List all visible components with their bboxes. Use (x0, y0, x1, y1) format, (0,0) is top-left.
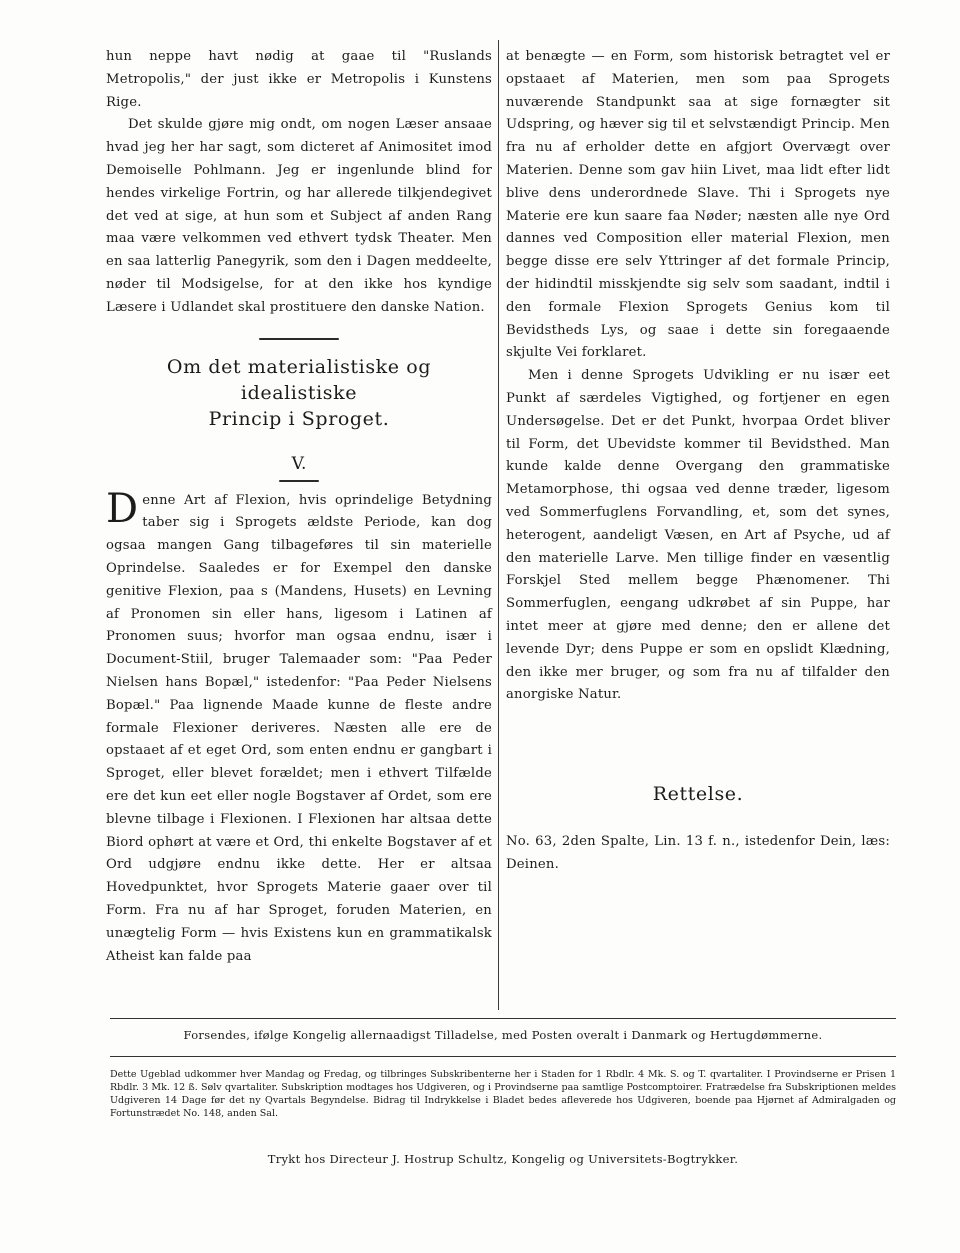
paragraph: at benægte — en Form, som historisk betragtet vel er opstaaet af Materien, men som paa Sprogets nuværende Standpunkt saa at sige fornægter sit Udspring, og hæver sig til et selvstændigt Princip. Men fra nu af erholder dette en afgjort Overvægt over Materien. Denne som gav hiin Livet, maa lidt efter lidt blive dens underordnede Slave. Thi i Sprogets nye Materie ere kun saare faa Nøder; næsten alle nye Ord dannes ved Composition eller material Flexion, men begge disse ere selv Yttringer af det formale Princip, der hidindtil misskjendte sig selv som saadant, indtil i den formale Flexion Sprogets Genius kom til Bevidstheds Lys, og saae i dette sin foregaaende skjulte Vei forklaret. (506, 49, 890, 361)
paragraph: Men i denne Sprogets Udvikling er nu især eet Punkt af særdeles Vigtighed, og fortjener en egen Undersøgelse. Det er det Punkt, hvorpaa Ordet bliver til Form, det Ubevidste kommer til Bevidsthed. Man kunde kalde denne Overgang den grammatiske Metamorphose, thi ogsaa ved denne træder, ligesom ved Sommerfuglens Forvandling, et, som det synes, heterogent, aandeligt Væsen, en Art af Psyche, ud af den materielle Larve. Men tillige finder en væsentlig Forskjel Sted mellem begge Phænomener. Thi Sommerfuglen, eengang udkrøbet af sin Puppe, har intet meer at gjøre med denne; den er allene det levende Dyr; dens Puppe er som en opslidt Klædning, den ikke mer bruger, og som fra nu af tilfalder den anorgiske Natur. (506, 368, 890, 703)
drop-cap: D (106, 485, 139, 532)
continued-paragraph: hun neppe havt nødig at gaae til "Ruslands Metropolis," der just ikke er Metropolis i Kunstens Rige. (106, 49, 492, 110)
postal-notice: Forsendes, ifølge Kongelig allernaadigst Tilladelse, med Posten overalt i Danmark og Hertugdømmerne. (183, 1028, 823, 1042)
footer-rule-middle (110, 1056, 896, 1057)
column-rule (498, 40, 499, 1010)
subscription-notice: Dette Ugeblad udkommer hver Mandag og Fredag, og tilbringes Subskribenterne her i Staden for 1 Rbdlr. 4 Mk. S. og T. qvartaliter. I Provindserne er Prisen 1 Rbdlr. 3 Mk. 12 ß. Sølv qvartaliter. Subskription modtages hos Udgiveren, og i Provindserne paa samtlige Postcomptoirer. Fratrædelse fra Subskriptionen meldes Udgiveren 14 Dage før det ny Qvartals Begyndelse. Bidrag til Indrykkelse i Bladet bedes afleverede hos Udgiveren, boende paa Hjørnet af Admiralgaden og Fortunstrædet No. 148, anden Sal. (110, 1069, 896, 1119)
right-column (506, 46, 890, 877)
section-title (106, 354, 492, 432)
left-column (106, 46, 492, 968)
printer-imprint: Trykt hos Directeur J. Hostrup Schultz, Kongelig og Universitets-Bogtrykker. (267, 1152, 739, 1166)
section-number-rule (279, 480, 319, 482)
footer-rule-top (110, 1018, 896, 1019)
paragraph: Det skulde gjøre mig ondt, om nogen Læser ansaae hvad jeg her har sagt, som dicteret af Animositet imod Demoiselle Pohlmann. Jeg er ingenlunde blind for hendes virkelige Fortrin, og har allerede tilkjendegivet det ved at sige, at hun som et Subject af anden Rang maa være velkommen ved ethvert tydsk Theater. Men en saa latterlig Panegyrik, som den i Dagen meddeelte, nøder til Modsigelse, for at den ikke hos kyndige Læsere i Udlandet skal prostituere den danske Nation. (106, 117, 492, 315)
section-title-line: Om det materialistiske og idealistiske (166, 355, 432, 404)
section-divider (259, 338, 339, 340)
section-title-line: Princip i Sproget. (208, 407, 390, 430)
article-text: enne Art af Flexion, hvis oprindelige Betydning taber sig i Sprogets ældste Periode, kan dog ogsaa mangen Gang tilbageføres til sin materielle Oprindelse. Saaledes er for Exempel den danske genitive Flexion, paa s (Mandens, Husets) en Levning af Pronomen sin eller hans, ligesom i Latinen af Pronomen suus; hvorfor man ogsaa endnu, især i Document-Stiil, bruger Talemaader som: "Paa Peder Nielsen hans Bopæl," istedenfor: "Paa Peder Nielsens Bopæl." Paa lignende Maade kunne de fleste andre formale Flexioner deriveres. Næsten alle ere de opstaaet af et eget Ord, som enten endnu er gangbart i Sproget, eller blevet forældet; men i ethvert Tilfælde ere det kun eet eller nogle Bogstaver af Ordet, som ere blevne tilbage i Flexionen. I Flexionen har altsaa dette Biord ophørt at være et Ord, thi enkelte Bogstaver af et Ord udgjøre endnu ikke dette. Her er altsaa Hovedpunktet, hvor Sprogets Materie gaaer over til Form. Fra nu af har Sproget, foruden Materien, en unægtelig Form — hvis Existens kun en grammatikalsk Atheist kan falde paa (106, 492, 492, 964)
correction-text: No. 63, 2den Spalte, Lin. 13 f. n., istedenfor Dein, læs: Deinen. (506, 834, 890, 872)
section-number: V. (291, 453, 307, 474)
correction-title: Rettelse. (652, 783, 744, 806)
article-paragraph (106, 485, 492, 969)
